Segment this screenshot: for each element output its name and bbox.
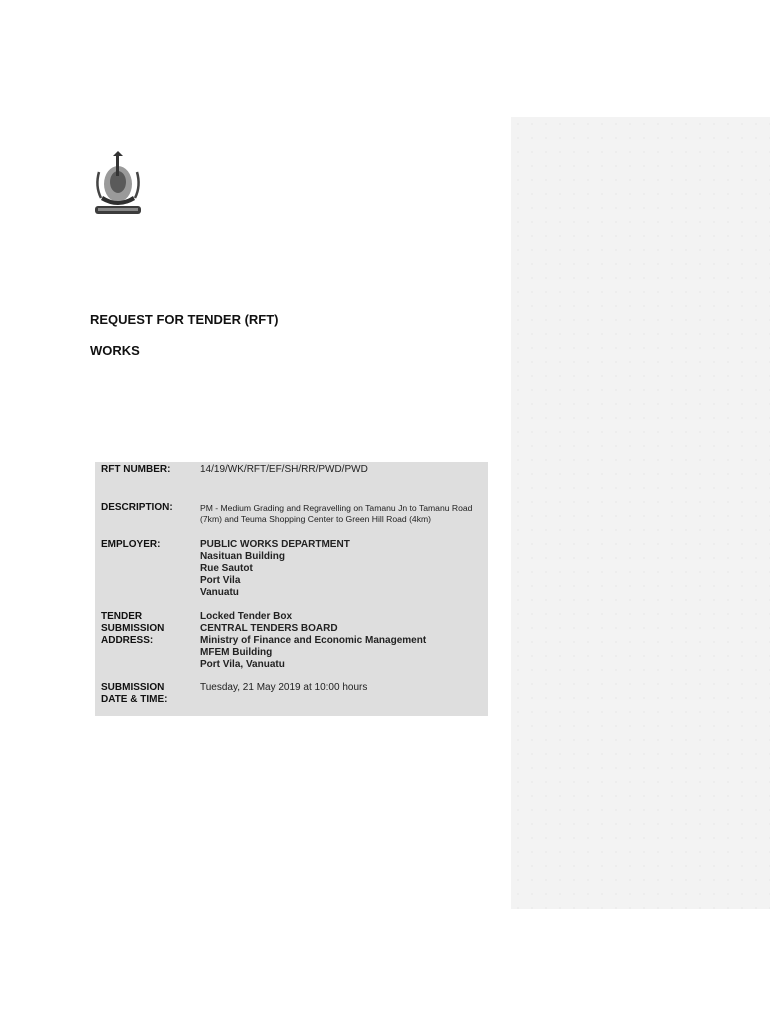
submission-value: Tuesday, 21 May 2019 at 10:00 hours bbox=[200, 682, 368, 693]
tender-address-label bbox=[101, 611, 196, 647]
address-line: CENTRAL TENDERS BOARD bbox=[200, 623, 338, 634]
tender-address-value bbox=[200, 611, 484, 671]
label-line: SUBMISSION bbox=[101, 623, 165, 634]
document-title: REQUEST FOR TENDER (RFT) bbox=[90, 312, 279, 327]
address-line: Locked Tender Box bbox=[200, 611, 293, 622]
address-line: Port Vila, Vanuatu bbox=[200, 659, 285, 670]
employer-label: EMPLOYER: bbox=[101, 539, 161, 550]
tender-details-box bbox=[95, 462, 488, 716]
employer-line: Nasituan Building bbox=[200, 551, 285, 562]
employer-line: Port Vila bbox=[200, 575, 241, 586]
address-line: Ministry of Finance and Economic Management bbox=[200, 635, 427, 646]
label-line: ADDRESS: bbox=[101, 635, 154, 646]
label-line: TENDER bbox=[101, 611, 143, 622]
employer-value bbox=[200, 539, 484, 599]
address-line: MFEM Building bbox=[200, 647, 273, 658]
employer-line: Rue Sautot bbox=[200, 563, 253, 574]
employer-line: PUBLIC WORKS DEPARTMENT bbox=[200, 539, 350, 550]
employer-line: Vanuatu bbox=[200, 587, 239, 598]
description-label: DESCRIPTION: bbox=[101, 502, 173, 513]
label-line: SUBMISSION bbox=[101, 682, 165, 693]
vanuatu-coat-of-arms-icon bbox=[85, 150, 151, 220]
rft-number-value: 14/19/WK/RFT/EF/SH/RR/PWD/PWD bbox=[200, 464, 368, 475]
description-value: PM - Medium Grading and Regravelling on Tamanu Jn to Tamanu Road (7km) and Teuma Shopping Center to Green Hill Road (4km) bbox=[200, 503, 473, 524]
document-subtitle: WORKS bbox=[90, 343, 140, 358]
submission-label bbox=[101, 682, 196, 706]
rft-number-label: RFT NUMBER: bbox=[101, 464, 171, 475]
label-line: DATE & TIME: bbox=[101, 694, 168, 705]
sidebar-panel bbox=[511, 117, 770, 909]
